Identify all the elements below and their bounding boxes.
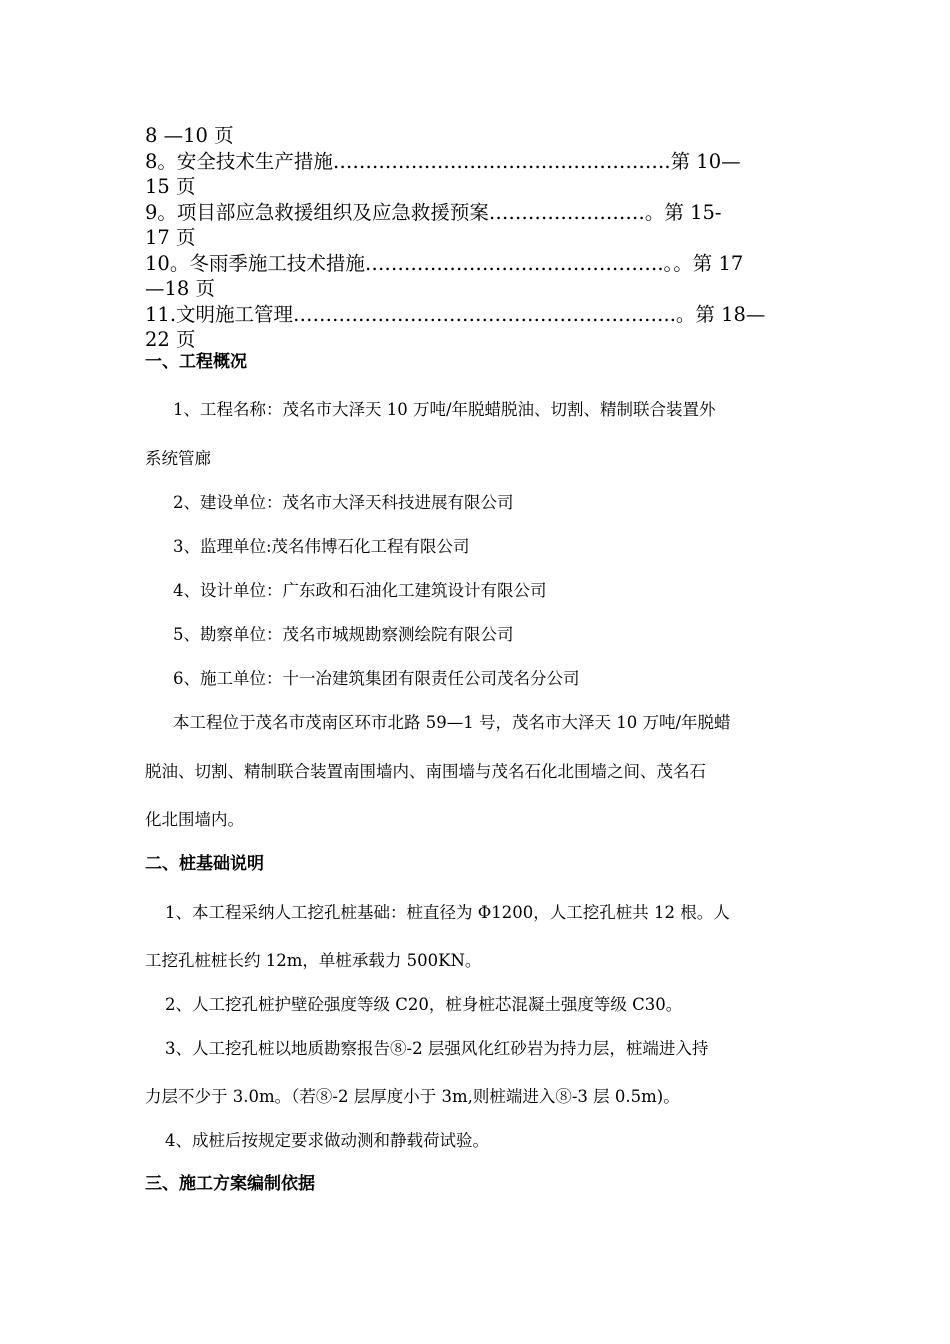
paragraph-line: 2、人工挖孔桩护壁砼强度等级 C20，桩身桩芯混凝土强度等级 C30。 xyxy=(165,995,683,1014)
paragraph-line: 系统管廊 xyxy=(145,449,211,468)
table-of-contents xyxy=(145,123,815,353)
paragraph-line: 力层不少于 3.0m。（若⑧-2 层厚度小于 3m,则桩端进入⑧-3 层 0.5m)。 xyxy=(145,1087,680,1106)
toc-line: 8 —10 页 xyxy=(145,124,234,147)
section-heading: 一、工程概况 xyxy=(145,352,247,372)
paragraph-line: 4、成桩后按规定要求做动测和静载荷试验。 xyxy=(165,1131,489,1150)
paragraph-line: 2、建设单位：茂名市大泽天科技进展有限公司 xyxy=(173,493,514,512)
section-heading: 二、桩基础说明 xyxy=(145,854,264,874)
toc-line: —18 页 xyxy=(145,277,216,300)
toc-line: 22 页 xyxy=(145,328,196,351)
paragraph-line: 5、勘察单位：茂名市城规勘察测绘院有限公司 xyxy=(173,625,514,644)
paragraph-line: 4、设计单位：广东政和石油化工建筑设计有限公司 xyxy=(173,581,547,600)
paragraph-line: 6、施工单位：十一冶建筑集团有限责任公司茂名分公司 xyxy=(173,669,580,688)
paragraph-line: 3、人工挖孔桩以地质勘察报告⑧-2 层强风化红砂岩为持力层，桩端进入持 xyxy=(165,1039,709,1058)
paragraph-line: 1、本工程采纳人工挖孔桩基础：桩直径为 Φ1200，人工挖孔桩共 12 根。人 xyxy=(165,903,730,922)
section-heading: 三、施工方案编制依据 xyxy=(145,1174,315,1194)
paragraph-line: 化北围墙内。 xyxy=(145,810,244,829)
toc-line: 17 页 xyxy=(145,226,196,249)
toc-line: 15 页 xyxy=(145,175,196,198)
paragraph-line: 本工程位于茂名市茂南区环市北路 59—1 号，茂名市大泽天 10 万吨/年脱蜡 xyxy=(173,713,731,732)
toc-line: 11.文明施工管理…………………………………………………..。第 18— xyxy=(145,302,766,326)
toc-line: 8。安全技术生产措施…………………………………………….第 10— xyxy=(145,149,741,173)
toc-line: 10。冬雨季施工技术措施……………………………………….。。第 17 xyxy=(145,251,744,275)
paragraph-line: 3、监理单位:茂名伟博石化工程有限公司 xyxy=(173,537,470,556)
toc-line: 9。项目部应急救援组织及应急救援预案……………………。第 15- xyxy=(145,200,722,224)
paragraph-line: 工挖孔桩桩长约 12m，单桩承载力 500KN。 xyxy=(145,951,482,970)
paragraph-line: 脱油、切割、精制联合装置南围墙内、南围墙与茂名石化北围墙之间、茂名石 xyxy=(145,762,706,781)
paragraph-line: 1、工程名称：茂名市大泽天 10 万吨/年脱蜡脱油、切割、精制联合装置外 xyxy=(173,400,716,419)
